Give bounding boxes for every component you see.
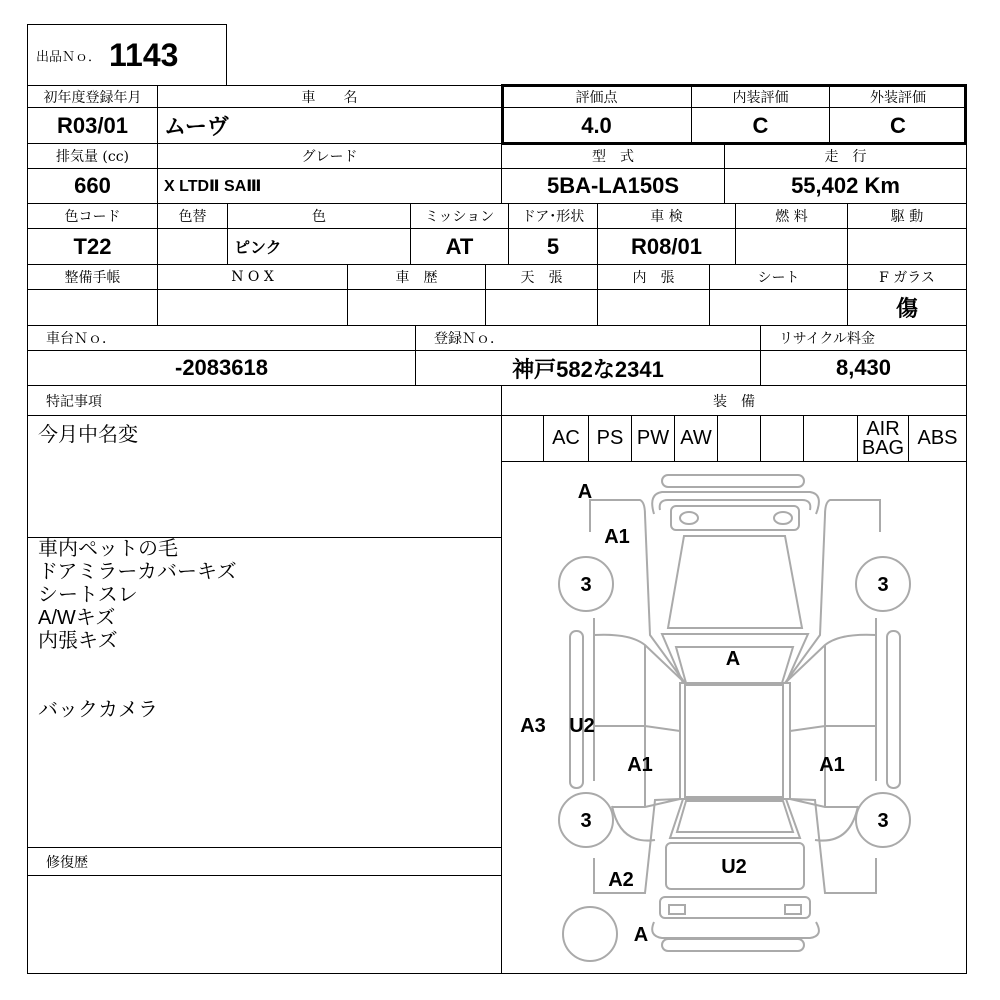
equipment-item-8: AIR BAG bbox=[857, 415, 909, 462]
row5-value-2: 8,430 bbox=[760, 350, 967, 386]
grille bbox=[671, 506, 799, 530]
row2-value-3: 55,402 Km bbox=[724, 168, 967, 204]
row4-value-6: 傷 bbox=[847, 289, 967, 326]
repair-history-label: 修復歴 bbox=[27, 847, 502, 876]
row4-label-5: シート bbox=[709, 264, 848, 290]
mark-left-step: A3 bbox=[520, 715, 546, 737]
mark-wheel-lr: 3 bbox=[580, 810, 592, 832]
row3-value-2: ピンク bbox=[227, 228, 411, 265]
mark-left-rear-door: A1 bbox=[627, 754, 653, 776]
mark-left-front-door: U2 bbox=[569, 715, 595, 737]
remarks-bottom: 車内ペットの毛 ドアミラーカバーキズ シートスレ A/Wキズ 内張キズ バックカメラ bbox=[38, 538, 237, 721]
row3-value-5: R08/01 bbox=[597, 228, 736, 265]
row1-value-4: C bbox=[829, 107, 967, 144]
remarks-top: 今月中名変 bbox=[38, 424, 138, 446]
spare-tire bbox=[563, 907, 617, 961]
row5-label-0: 車台Ｎｏ． bbox=[27, 325, 416, 351]
row2-label-0: 排気量 (cc) bbox=[27, 143, 158, 169]
mark-left-front-fender: A1 bbox=[604, 526, 630, 548]
rear-bumper-bar bbox=[662, 939, 804, 951]
row1-label-3: 内装評価 bbox=[691, 85, 830, 108]
lot-number: 1143 bbox=[109, 36, 179, 73]
row2-label-1: グレード bbox=[157, 143, 502, 169]
equipment-item-9: ABS bbox=[908, 415, 967, 462]
row3-label-4: ドア･形状 bbox=[508, 203, 598, 229]
row3-value-0: T22 bbox=[27, 228, 158, 265]
row3-value-4: 5 bbox=[508, 228, 598, 265]
mark-left-quarter: A2 bbox=[608, 869, 634, 891]
row2-label-3: 走 行 bbox=[724, 143, 967, 169]
mark-wheel-lf: 3 bbox=[580, 574, 592, 596]
row3-label-7: 駆 動 bbox=[847, 203, 967, 229]
front-bumper-bar bbox=[662, 475, 804, 487]
row5-value-1: 神戸582な2341 bbox=[415, 350, 761, 386]
row3-label-0: 色コード bbox=[27, 203, 158, 229]
mark-front-bumper: A bbox=[577, 481, 593, 503]
equipment-item-4: AW bbox=[674, 415, 718, 462]
row5-value-0: -2083618 bbox=[27, 350, 416, 386]
row3-label-6: 燃 料 bbox=[735, 203, 848, 229]
mark-wheel-rr: 3 bbox=[877, 810, 889, 832]
row4-label-6: F ガラス bbox=[847, 264, 967, 290]
mark-windshield: A bbox=[725, 648, 741, 670]
mark-right-rear-door: A1 bbox=[819, 754, 845, 776]
row1-value-1: ムーヴ bbox=[157, 107, 502, 144]
equipment-item-3: PW bbox=[631, 415, 675, 462]
row2-value-0: 660 bbox=[27, 168, 158, 204]
row3-label-1: 色替 bbox=[157, 203, 228, 229]
row1-label-0: 初年度登録年月 bbox=[27, 85, 158, 108]
row1-label-2: 評価点 bbox=[501, 85, 692, 108]
row3-label-5: 車 検 bbox=[597, 203, 736, 229]
row5-label-1: 登録Ｎｏ． bbox=[415, 325, 761, 351]
row3-label-3: ミッション bbox=[410, 203, 509, 229]
equipment-item-1: AC bbox=[543, 415, 589, 462]
row4-label-1: N O X bbox=[157, 264, 348, 290]
front-bumper bbox=[652, 492, 819, 514]
row1-value-0: R03/01 bbox=[27, 107, 158, 144]
row2-label-2: 型 式 bbox=[501, 143, 725, 169]
row5-label-2: リサイクル料金 bbox=[760, 325, 967, 351]
hood bbox=[668, 536, 802, 628]
remarks-label: 特記事項 bbox=[27, 385, 502, 416]
mark-back-door: U2 bbox=[721, 856, 747, 878]
row4-label-0: 整備手帳 bbox=[27, 264, 158, 290]
row3-label-2: 色 bbox=[227, 203, 411, 229]
row1-value-3: C bbox=[691, 107, 830, 144]
row3-value-3: AT bbox=[410, 228, 509, 265]
row1-label-4: 外装評価 bbox=[829, 85, 967, 108]
equipment-item-2: PS bbox=[588, 415, 632, 462]
row2-value-2: 5BA-LA150S bbox=[501, 168, 725, 204]
row4-label-3: 天 張 bbox=[485, 264, 598, 290]
row1-value-2: 4.0 bbox=[501, 107, 692, 144]
row4-label-2: 車 歴 bbox=[347, 264, 486, 290]
row2-value-1: X LTDⅡ SAⅢ bbox=[157, 168, 502, 204]
equipment-label: 装 備 bbox=[501, 385, 967, 416]
row1-label-1: 車 名 bbox=[157, 85, 502, 108]
roof bbox=[680, 683, 790, 799]
mark-wheel-rf: 3 bbox=[877, 574, 889, 596]
row4-label-4: 内 張 bbox=[597, 264, 710, 290]
mark-rear-bumper: A bbox=[633, 924, 649, 946]
lot-label: 出品Ｎｏ． bbox=[36, 49, 102, 65]
